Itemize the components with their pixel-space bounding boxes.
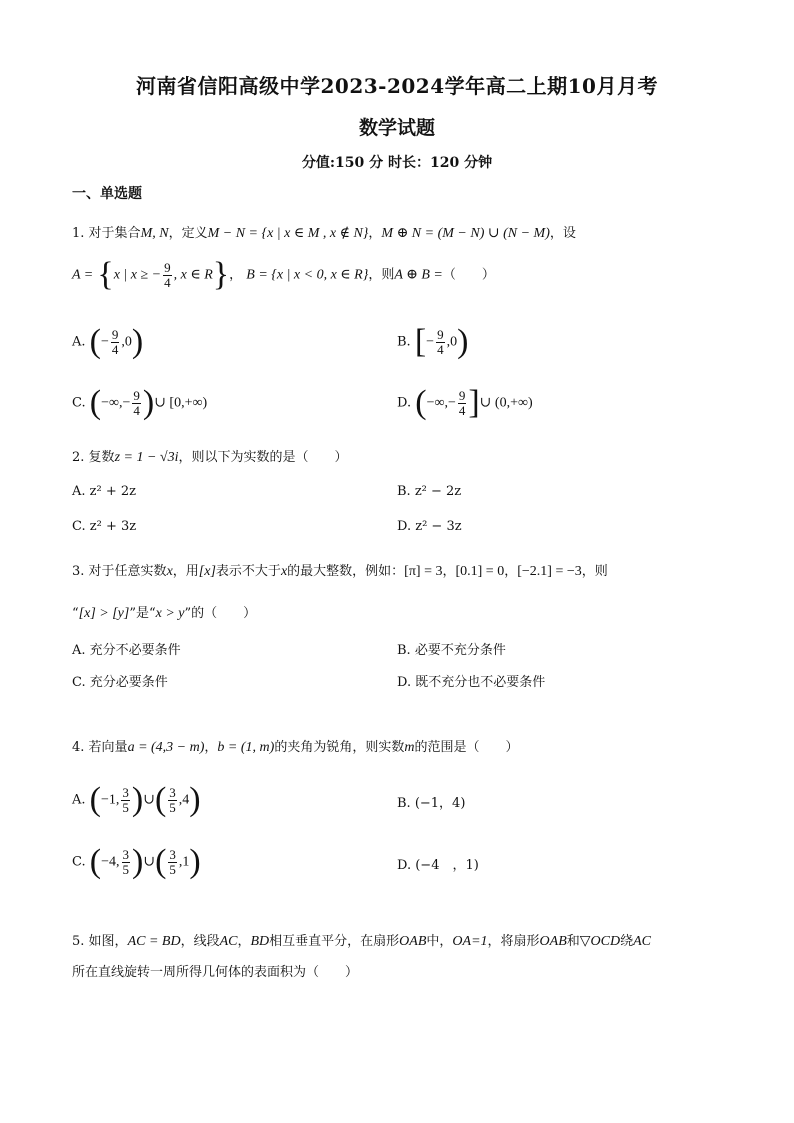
- math-expr: ∪: [143, 792, 155, 808]
- math-expr: A ⊕ B =: [394, 267, 443, 283]
- option-c[interactable]: C. 充分必要条件: [72, 675, 168, 690]
- question-text: ，: [204, 740, 218, 755]
- numerator: 9: [437, 326, 444, 342]
- option-label: C.: [72, 854, 86, 870]
- option-label: B.: [397, 334, 411, 350]
- math-expr: ▽OCD: [579, 934, 621, 949]
- question-text: 如图，: [88, 934, 128, 949]
- question-text: 和: [566, 934, 580, 949]
- math-expr: z = 1 − √3i: [114, 450, 179, 465]
- question-number: 1.: [72, 226, 85, 241]
- question-text: ，则以下为实数的是（ ）: [178, 450, 348, 465]
- question-text: 若向量: [88, 740, 128, 755]
- option-a[interactable]: [72, 783, 201, 817]
- fraction: [168, 786, 177, 815]
- fraction: [132, 389, 141, 418]
- option-label: C.: [72, 395, 86, 411]
- math-expr: AC: [633, 934, 651, 949]
- math-expr: ,1: [178, 854, 190, 870]
- fraction: [163, 261, 172, 290]
- question-text: ，: [229, 267, 243, 283]
- question-text: ，则: [581, 564, 608, 579]
- fraction: [436, 328, 445, 357]
- option-a[interactable]: A. 充分不必要条件: [72, 643, 181, 658]
- paren-open: (: [89, 384, 102, 421]
- math-expr: −: [426, 334, 435, 350]
- math-expr: [x]: [198, 564, 216, 579]
- math-expr: OAB: [399, 934, 427, 949]
- question-text: ，: [504, 564, 518, 579]
- math-expr: ∪: [143, 854, 156, 870]
- denominator: 5: [169, 861, 176, 877]
- question-text: 绕: [620, 934, 634, 949]
- paren-open: (: [89, 843, 102, 880]
- math-expr: , x ∈ R: [173, 267, 213, 283]
- paren-close: ): [189, 843, 201, 880]
- numerator: 9: [133, 387, 140, 403]
- option-a[interactable]: A. z² + 2z: [72, 484, 136, 499]
- math-expr: ∪ (0,+∞): [479, 395, 533, 411]
- math-expr: [π] = 3: [404, 564, 443, 579]
- question-4: [72, 736, 518, 756]
- math-expr: −: [101, 334, 109, 350]
- option-c[interactable]: C. z² + 3z: [72, 519, 137, 534]
- math-expr: AC = BD: [127, 934, 181, 949]
- option-a[interactable]: [72, 325, 143, 359]
- question-text: ”是“: [129, 606, 156, 621]
- question-3-line-1: [72, 560, 608, 580]
- question-1-line-2: [72, 258, 495, 292]
- paren-close: ): [189, 781, 201, 818]
- option-b[interactable]: B. z² − 2z: [397, 484, 462, 499]
- question-5-line-1: [72, 930, 651, 950]
- question-text: 中，: [426, 934, 453, 949]
- numerator: 3: [122, 784, 129, 800]
- math-expr: x: [280, 564, 288, 579]
- math-expr: [x] > [y]: [78, 606, 130, 621]
- math-expr: m: [404, 740, 415, 755]
- question-text: “: [72, 606, 79, 621]
- question-text: ，: [237, 934, 251, 949]
- bracket-open: [: [414, 323, 427, 360]
- numerator: 3: [169, 784, 176, 800]
- math-expr: −4,: [101, 854, 120, 870]
- denominator: 4: [458, 402, 466, 418]
- option-d[interactable]: [397, 386, 533, 420]
- question-5-line-2: 所在直线旋转一周所得几何体的表面积为（ ）: [72, 965, 359, 980]
- question-3-line-2: [72, 602, 256, 622]
- denominator: 4: [437, 341, 444, 357]
- math-expr: M ⊕ N = (M − N) ∪ (N − M): [381, 226, 550, 241]
- option-c[interactable]: [72, 386, 207, 420]
- question-1-line-1: [72, 222, 576, 242]
- math-expr: −∞,−: [426, 395, 456, 411]
- question-text: ，: [368, 226, 382, 241]
- exam-title: 河南省信阳高级中学2023-2024学年高二上期10月月考: [136, 74, 658, 98]
- numerator: 3: [122, 846, 129, 862]
- question-text: ，则: [368, 267, 395, 283]
- option-b[interactable]: B. 必要不充分条件: [397, 643, 506, 658]
- math-expr: OA=1: [452, 934, 488, 949]
- math-expr: −∞,−: [101, 395, 131, 411]
- option-label: A.: [72, 334, 86, 350]
- brace-close: }: [212, 256, 230, 293]
- option-b[interactable]: [397, 325, 468, 359]
- numerator: 9: [164, 259, 171, 275]
- paren-open: (: [155, 843, 167, 880]
- question-text: ，定义: [168, 226, 208, 241]
- brace-open: {: [97, 256, 114, 293]
- math-expr: AC: [219, 934, 238, 949]
- answer-blank: （ ）: [442, 267, 495, 283]
- math-expr: [−2.1] = −3: [517, 564, 582, 579]
- question-text: 相互垂直平分，在扇形: [269, 934, 400, 949]
- math-expr: x: [166, 564, 173, 579]
- fraction: [458, 389, 467, 418]
- question-number: 3.: [72, 564, 85, 579]
- fraction: [111, 328, 120, 357]
- question-text: ，设: [549, 226, 576, 241]
- question-text: ，将扇形: [487, 934, 540, 949]
- option-d[interactable]: D. 既不充分也不必要条件: [397, 675, 546, 690]
- numerator: 3: [169, 846, 176, 862]
- math-expr: x > y: [155, 606, 185, 621]
- question-text: 表示不大于: [215, 564, 281, 579]
- math-expr: ,0: [446, 334, 458, 350]
- question-number: 5.: [72, 934, 85, 949]
- math-expr: A =: [72, 267, 94, 283]
- exam-subtitle: 数学试题: [358, 117, 435, 139]
- option-label: D.: [397, 395, 412, 411]
- paren-close: ): [131, 323, 144, 360]
- paren-close: ): [131, 781, 144, 818]
- section-heading: 一、单选题: [72, 186, 142, 202]
- question-text: 的夹角为锐角，则实数: [274, 740, 405, 755]
- denominator: 4: [111, 341, 119, 357]
- denominator: 4: [164, 274, 171, 290]
- numerator: 9: [111, 326, 119, 342]
- denominator: 4: [133, 402, 140, 418]
- option-d[interactable]: D. z² − 3z: [397, 519, 462, 534]
- fraction: [168, 848, 177, 877]
- question-text: 对于集合: [88, 226, 141, 241]
- math-expr: [0.1] = 0: [455, 564, 505, 579]
- option-d[interactable]: D. (−4 ，1): [397, 858, 479, 873]
- denominator: 5: [122, 799, 129, 815]
- math-expr: −1,: [101, 792, 120, 808]
- paren-close: ): [457, 323, 469, 360]
- paren-open: (: [89, 781, 101, 818]
- question-text: ，用: [172, 564, 199, 579]
- bracket-close: ]: [468, 384, 480, 421]
- math-expr: OAB: [539, 934, 567, 949]
- paren-open: (: [89, 323, 101, 360]
- paren-open: (: [415, 384, 427, 421]
- math-expr: M − N = {x | x ∈ M , x ∉ N}: [207, 226, 369, 241]
- math-expr: ,0: [121, 334, 132, 350]
- question-text: 复数: [88, 450, 115, 465]
- option-label: A.: [72, 792, 86, 808]
- numerator: 9: [458, 387, 466, 403]
- denominator: 5: [122, 861, 129, 877]
- question-2: [72, 446, 348, 466]
- denominator: 5: [169, 799, 176, 815]
- question-text: ，: [442, 564, 456, 579]
- question-text: 的最大整数，例如：: [287, 564, 405, 579]
- math-expr: M, N: [140, 226, 169, 241]
- math-expr: BD: [250, 934, 270, 949]
- exam-info: 分值:150 分 时长：120 分钟: [301, 155, 493, 171]
- paren-close: ): [142, 384, 155, 421]
- fraction: [122, 848, 131, 877]
- question-number: 4.: [72, 740, 85, 755]
- math-expr: x | x ≥ −: [113, 267, 162, 283]
- math-expr: B = {x | x < 0, x ∈ R}: [246, 267, 369, 283]
- math-expr: ∪ [0,+∞): [154, 395, 208, 411]
- question-text: 的范围是（ ）: [414, 740, 519, 755]
- question-text: ”的（ ）: [184, 606, 257, 621]
- fraction: [121, 786, 130, 815]
- question-text: 对于任意实数: [88, 564, 167, 579]
- question-number: 2.: [72, 450, 85, 465]
- paren-close: ): [132, 843, 144, 880]
- math-expr: ,4: [178, 792, 190, 808]
- option-b[interactable]: B. (−1，4): [397, 796, 466, 811]
- option-c[interactable]: [72, 845, 201, 879]
- math-expr: b = (1, m): [217, 740, 275, 755]
- question-text: ，线段: [180, 934, 220, 949]
- paren-open: (: [154, 781, 167, 818]
- math-expr: a = (4,3 − m): [127, 740, 205, 755]
